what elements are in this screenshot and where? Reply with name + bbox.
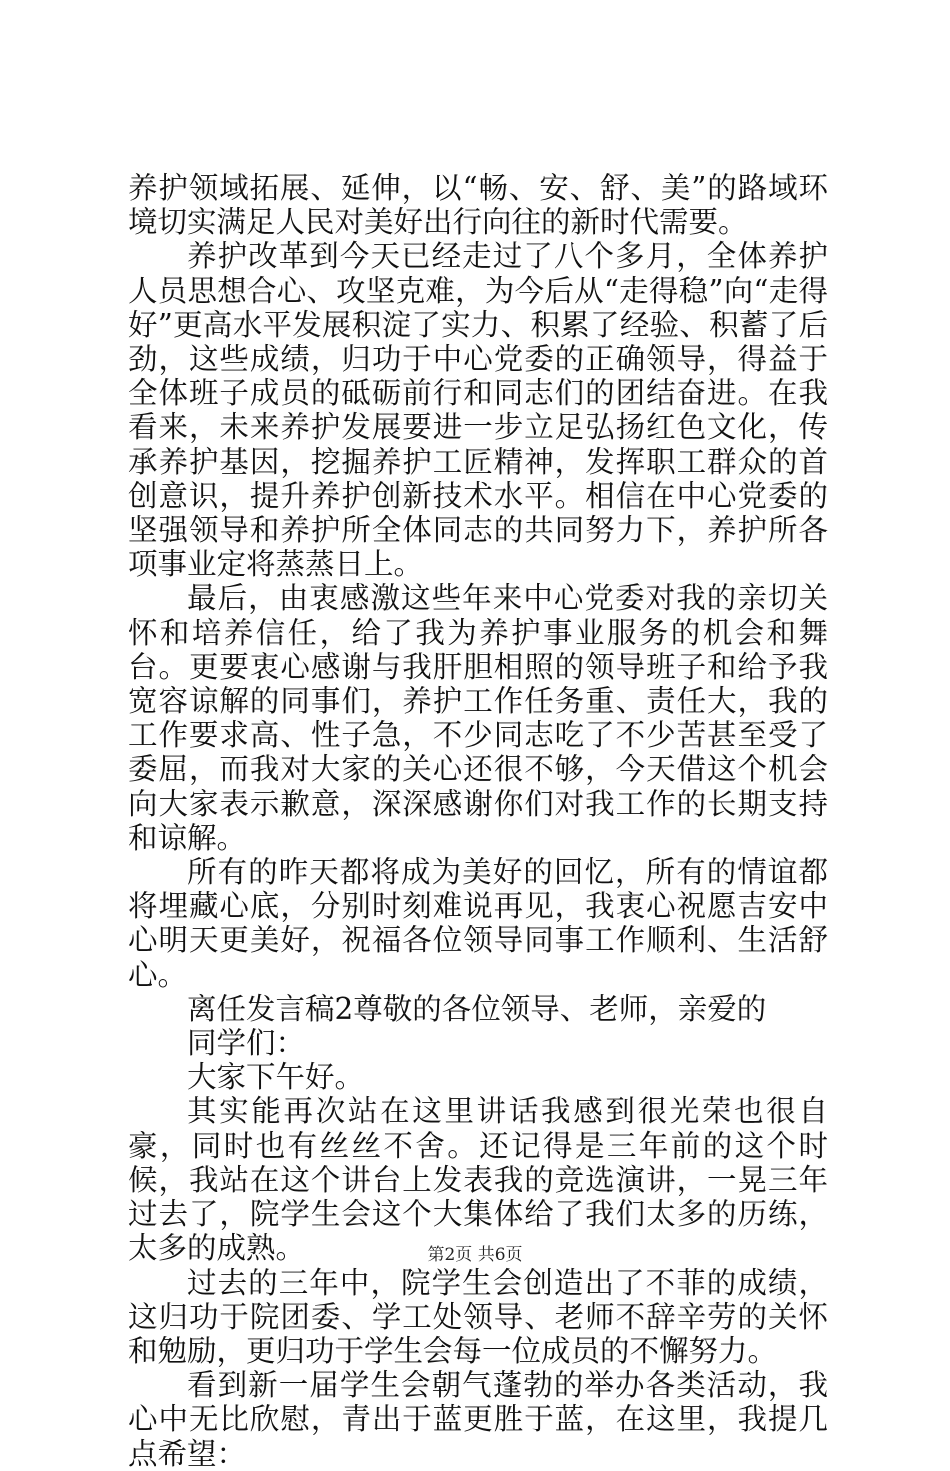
paragraph: 最后，由衷感激这些年来中心党委对我的亲切关怀和培养信任，给了我为养护事业服务的机会和舞台。更要衷心感谢与我肝胆相照的领导班子和给予我宽容谅解的同事们，养护工作任务重、责任大，我的工作要求高、性子急，不少同志吃了不少苦甚至受了委屈，而我对大家的关心还很不够，今天借这个机会向大家表示歉意，深深感谢你们对我工作的长期支持和谅解。: [128, 581, 828, 855]
paragraph: 其实能再次站在这里讲话我感到很光荣也很自豪，同时也有丝丝不舍。还记得是三年前的这个时候，我站在这个讲台上发表我的竞选演讲，一晃三年过去了，院学生会这个大集体给了我们太多的历练，太多的成熟。: [128, 1094, 828, 1266]
paragraph: 看到新一届学生会朝气蓬勃的举办各类活动，我心中无比欣慰，青出于蓝更胜于蓝，在这里，我提几点希望：: [128, 1368, 828, 1471]
paragraph: 所有的昨天都将成为美好的回忆，所有的情谊都将埋藏心底，分别时刻难说再见，我衷心祝愿吉安中心明天更美好，祝福各位领导同事工作顺利、生活舒心。: [128, 855, 828, 992]
paragraph: 养护领域拓展、延伸，以“畅、安、舒、美”的路域环境切实满足人民对美好出行向往的新时代需要。: [128, 171, 828, 240]
paragraph-greeting: 大家下午好。: [187, 1060, 365, 1095]
paragraph: 养护改革到今天已经走过了八个多月，全体养护人员思想合心、攻坚克难，为今后从“走得稳”向“走得好”更高水平发展积淀了实力、积累了经验、积蓄了后劲，这些成绩，归功于中心党委的正确领导，得益于全体班子成员的砥砺前行和同志们的团结奋进。在我看来，未来养护发展要进一步立足弘扬红色文化，传承养护基因，挖掘养护工匠精神，发挥职工群众的首创意识，提升养护创新技术水平。相信在中心党委的坚强领导和养护所全体同志的共同努力下，养护所各项事业定将蒸蒸日上。: [128, 239, 828, 582]
paragraph: 过去的三年中，院学生会创造出了不菲的成绩，这归功于院团委、学工处领导、老师不辞辛劳的关怀和勉励，更归功于学生会每一位成员的不懈努力。: [128, 1265, 828, 1368]
page-number-footer: 第2页 共6页: [427, 1245, 523, 1265]
document-body: [128, 171, 828, 1471]
paragraph-salutation: 同学们：: [187, 1026, 306, 1061]
paragraph-title-line: 离任发言稿2尊敬的各位领导、老师，亲爱的: [187, 991, 767, 1026]
